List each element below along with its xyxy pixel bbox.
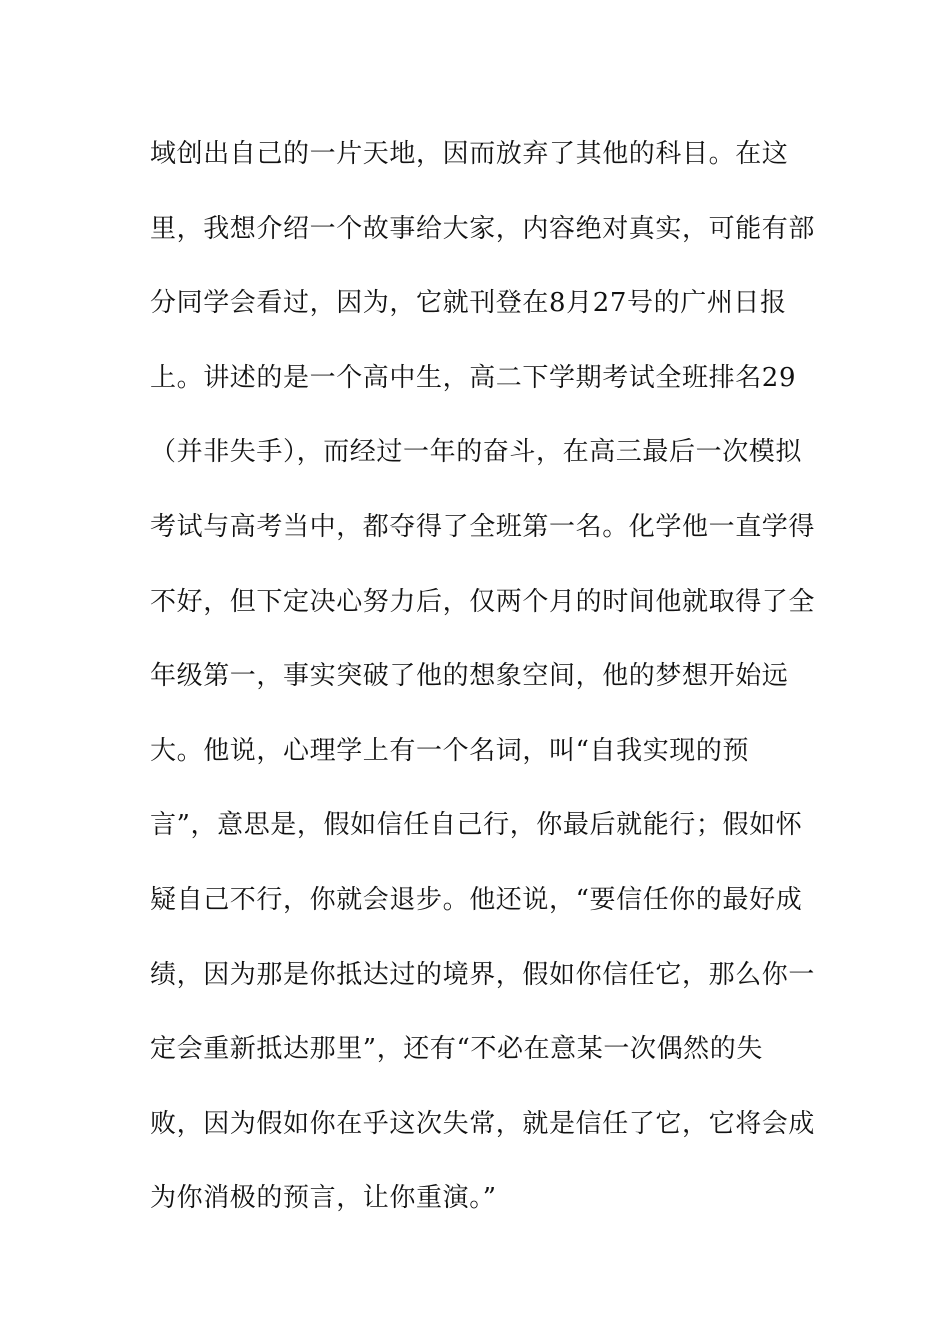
text-line: 上。讲述的是一个高中生，高二下学期考试全班排名29 [150, 362, 797, 393]
text-line: 定会重新抵达那里”，还有“不必在意某一次偶然的失 [150, 1034, 763, 1065]
text-line: 言”，意思是，假如信任自己行，你最后就能行；假如怀 [150, 810, 803, 841]
text-line: （并非失手），而经过一年的奋斗，在高三最后一次模拟 [150, 437, 803, 468]
text-line: 不好，但下定决心努力后，仅两个月的时间他就取得了全 [150, 586, 816, 617]
body-text [150, 131, 816, 1250]
text-line: 为你消极的预言，让你重演。” [150, 1183, 497, 1214]
text-line: 大。他说，心理学上有一个名词，叫“自我实现的预 [150, 735, 750, 766]
text-line: 绩，因为那是你抵达过的境界，假如你信任它，那么你一 [150, 959, 816, 990]
text-line: 年级第一，事实突破了他的想象空间，他的梦想开始远 [150, 661, 789, 692]
text-line: 分同学会看过，因为，它就刊登在8月27号的广州日报 [150, 288, 787, 319]
text-line: 疑自己不行，你就会退步。他还说，“要信任你的最好成 [150, 884, 803, 915]
text-line: 考试与高考当中，都夺得了全班第一名。化学他一直学得 [150, 511, 816, 542]
text-line: 败，因为假如你在乎这次失常，就是信任了它，它将会成 [150, 1108, 816, 1139]
text-line: 里，我想介绍一个故事给大家，内容绝对真实，可能有部 [150, 213, 816, 244]
text-line: 域创出自己的一片天地，因而放弃了其他的科目。在这 [150, 139, 789, 169]
